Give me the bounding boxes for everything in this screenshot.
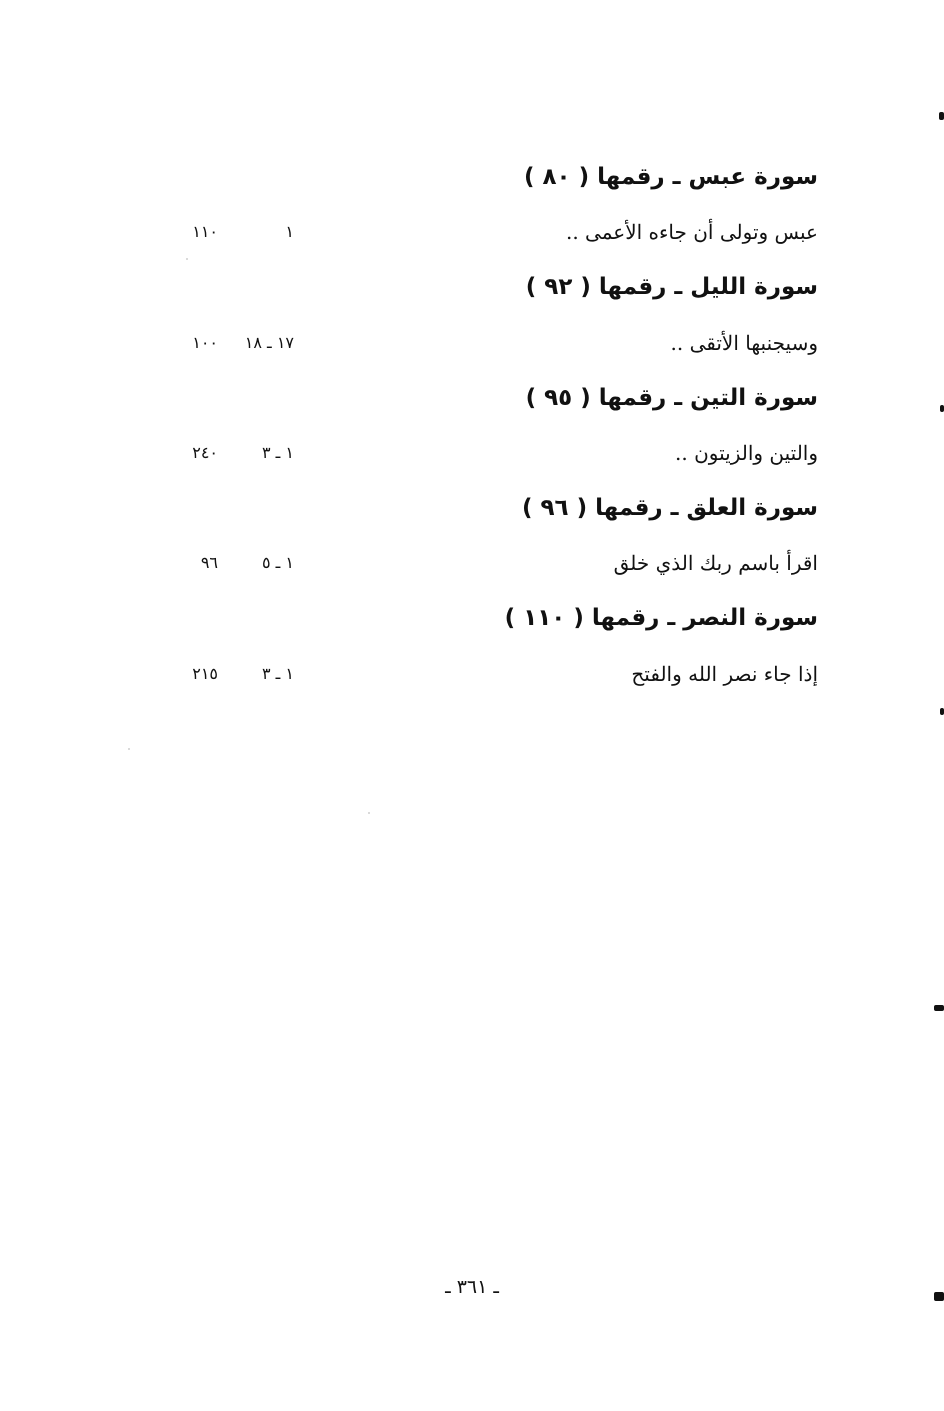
page-reference: ٢١٥ <box>192 664 218 683</box>
surah-heading-row <box>0 267 944 307</box>
page-reference: ٢٤٠ <box>192 443 218 462</box>
surah-heading: سورة العلق ـ رقمها ( ٩٦ ) <box>521 495 818 521</box>
verse-text: وسيجنبها الأتقى .. <box>670 331 818 355</box>
verse-range: ١ <box>285 222 294 241</box>
page-reference: ٩٦ <box>200 553 218 572</box>
verse-entry-row <box>0 323 944 363</box>
scan-speck <box>186 258 188 260</box>
verse-range: ١ ـ ٣ <box>261 664 294 683</box>
surah-heading: سورة النصر ـ رقمها ( ١١٠ ) <box>504 605 818 631</box>
verse-text: إذا جاء نصر الله والفتح <box>631 662 818 686</box>
verse-text: والتين والزيتون .. <box>675 441 818 465</box>
verse-entry-row <box>0 433 944 473</box>
verse-text: اقرأ باسم ربك الذي خلق <box>613 551 818 575</box>
scan-edge-mark <box>934 1005 944 1011</box>
surah-heading: سورة الليل ـ رقمها ( ٩٢ ) <box>525 274 818 300</box>
page-reference: ١١٠ <box>192 222 218 241</box>
surah-heading-row <box>0 488 944 528</box>
surah-heading-row <box>0 378 944 418</box>
scan-edge-mark <box>940 405 944 412</box>
scan-speck <box>368 812 370 814</box>
surah-heading-row <box>0 157 944 197</box>
surah-heading-row <box>0 598 944 638</box>
verse-entry-row <box>0 543 944 583</box>
verse-text: عبس وتولى أن جاءه الأعمى .. <box>565 220 818 244</box>
scan-speck <box>128 748 130 750</box>
verse-range: ١٧ ـ ١٨ <box>244 333 294 352</box>
scan-edge-mark <box>939 112 944 120</box>
surah-heading: سورة عبس ـ رقمها ( ٨٠ ) <box>523 164 818 190</box>
verse-range: ١ ـ ٣ <box>261 443 294 462</box>
verse-entry-row <box>0 654 944 694</box>
surah-heading: سورة التين ـ رقمها ( ٩٥ ) <box>525 385 818 411</box>
verse-entry-row <box>0 212 944 252</box>
scan-edge-mark <box>934 1292 944 1301</box>
verse-range: ١ ـ ٥ <box>261 553 294 572</box>
page-number: ـ ٣٦١ ـ <box>445 1276 499 1298</box>
page-reference: ١٠٠ <box>192 333 218 352</box>
scan-edge-mark <box>940 708 944 715</box>
